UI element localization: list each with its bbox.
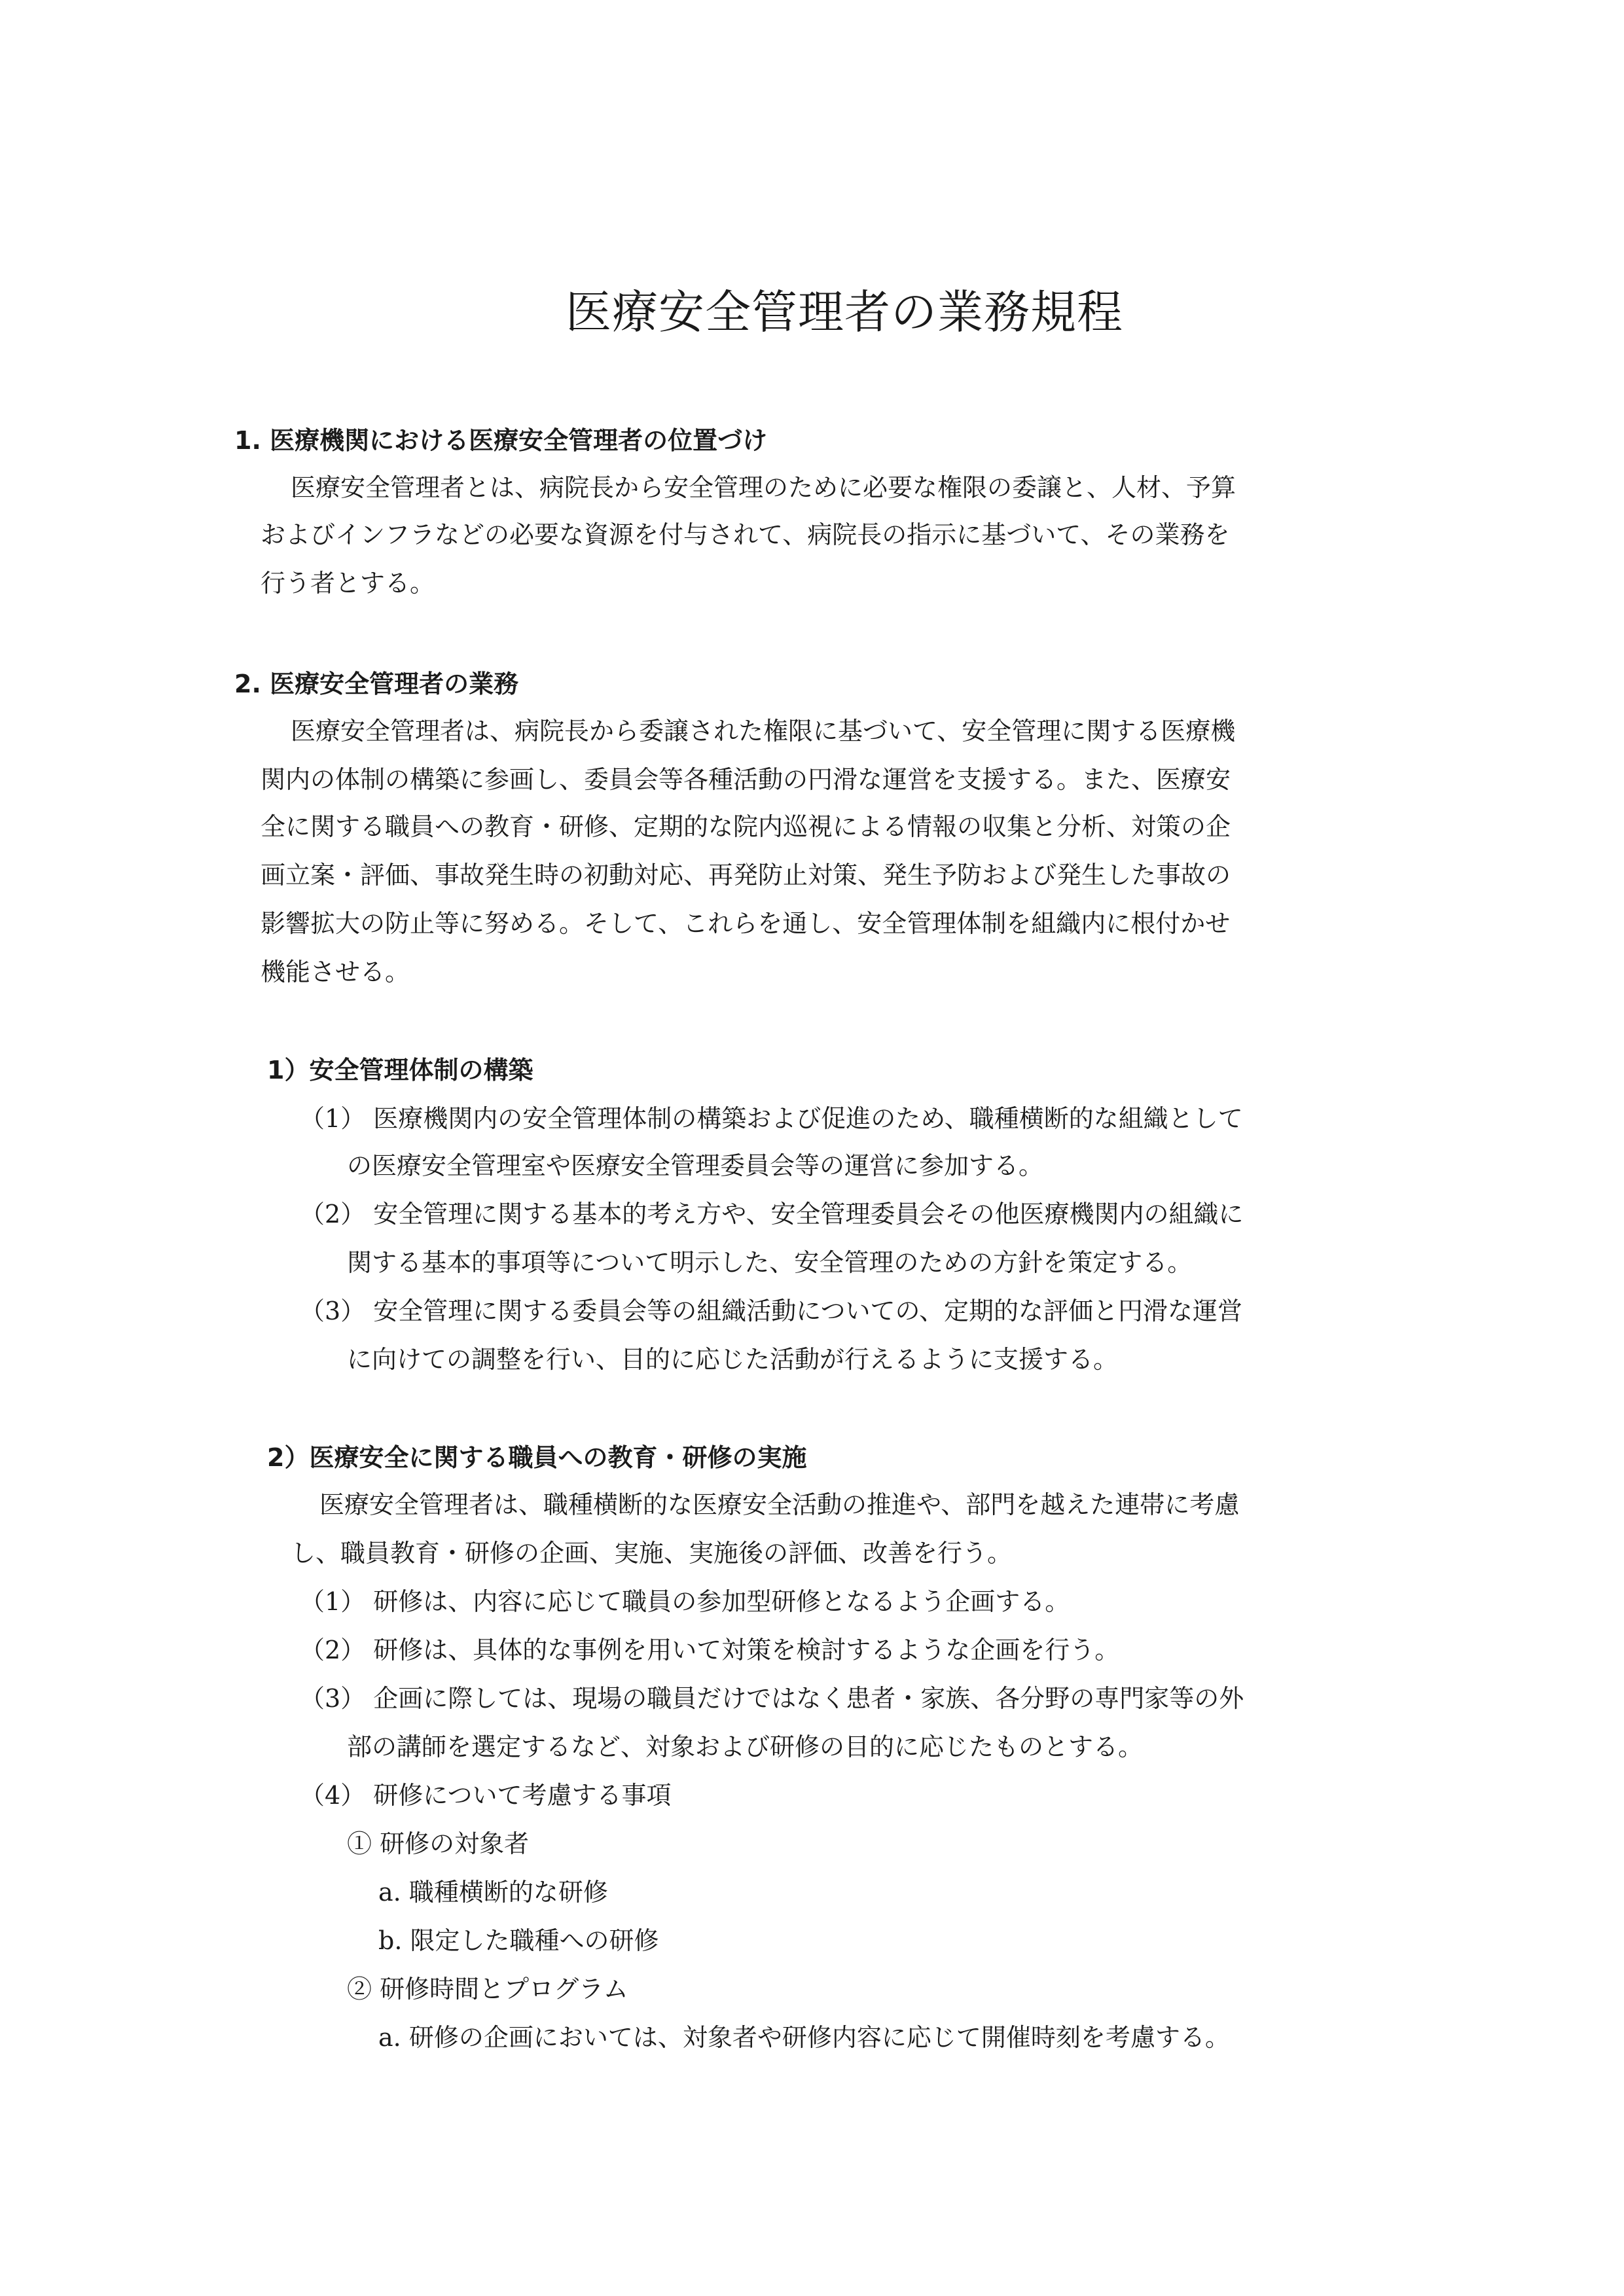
subsection-2-item-2: （2） 研修は、具体的な事例を用いて対策を検討するような企画を行う。 xyxy=(300,1636,1120,1664)
section-1-line-1: 医療安全管理者とは、病院長から安全管理のために必要な権限の委譲と、人材、予算 xyxy=(291,473,1236,502)
section-2-heading: 2. 医療安全管理者の業務 xyxy=(234,670,519,698)
section-2-line-2: 関内の体制の構築に参画し、委員会等各種活動の円滑な運営を支援する。また、医療安 xyxy=(261,765,1231,794)
subsection-2-heading: 2）医療安全に関する職員への教育・研修の実施 xyxy=(267,1443,807,1472)
subsection-1-item-3-line-1: （3） 安全管理に関する委員会等の組織活動についての、定期的な評価と円滑な運営 xyxy=(300,1297,1242,1325)
section-1-heading: 1. 医療機関における医療安全管理者の位置づけ xyxy=(234,426,768,455)
subsection-1-item-2-line-2: 関する基本的事項等について明示した、安全管理のための方針を策定する。 xyxy=(347,1248,1193,1277)
section-1-line-2: およびインフラなどの必要な資源を付与されて、病院長の指示に基づいて、その業務を xyxy=(261,520,1230,549)
section-1-line-3: 行う者とする。 xyxy=(261,569,435,598)
section-2-line-6: 機能させる。 xyxy=(261,958,410,986)
subsection-1-item-3-line-2: に向けての調整を行い、目的に応じた活動が行えるように支援する。 xyxy=(347,1345,1119,1374)
subsection-2-item-1: （1） 研修は、内容に応じて職員の参加型研修となるよう企画する。 xyxy=(300,1587,1070,1616)
section-2-line-5: 影響拡大の防止等に努める。そして、これらを通し、安全管理体制を組織内に根付かせ xyxy=(261,909,1231,938)
subsection-2-intro-line-1: 医療安全管理者は、職種横断的な医療安全活動の推進や、部門を越えた連帯に考慮 xyxy=(319,1490,1240,1519)
subsection-2-circle-1-a: a. 職種横断的な研修 xyxy=(378,1878,608,1907)
subsection-2-item-3-line-1: （3） 企画に際しては、現場の職員だけではなく患者・家族、各分野の専門家等の外 xyxy=(300,1684,1244,1713)
subsection-2-intro-line-2: し、職員教育・研修の企画、実施、実施後の評価、改善を行う。 xyxy=(291,1539,1013,1568)
subsection-2-circle-1: ① 研修の対象者 xyxy=(347,1829,530,1858)
subsection-2-circle-2-a: a. 研修の企画においては、対象者や研修内容に応じて開催時刻を考慮する。 xyxy=(378,2023,1230,2052)
subsection-2-item-3-line-2: 部の講師を選定するなど、対象および研修の目的に応じたものとする。 xyxy=(347,1732,1144,1761)
page-title: 医療安全管理者の業務規程 xyxy=(566,285,1123,339)
section-2-line-4: 画立案・評価、事故発生時の初動対応、再発防止対策、発生予防および発生した事故の xyxy=(261,861,1231,889)
subsection-2-circle-2: ② 研修時間とプログラム xyxy=(347,1975,628,2003)
subsection-1-item-1-line-1: （1） 医療機関内の安全管理体制の構築および促進のため、職種横断的な組織として xyxy=(300,1104,1243,1133)
section-2-line-1: 医療安全管理者は、病院長から委譲された権限に基づいて、安全管理に関する医療機 xyxy=(291,717,1236,745)
subsection-2-circle-1-b: b. 限定した職種への研修 xyxy=(378,1926,659,1955)
section-2-line-3: 全に関する職員への教育・研修、定期的な院内巡視による情報の収集と分析、対策の企 xyxy=(261,812,1231,841)
subsection-2-item-4: （4） 研修について考慮する事項 xyxy=(300,1781,672,1810)
subsection-1-heading: 1）安全管理体制の構築 xyxy=(267,1056,533,1085)
subsection-1-item-1-line-2: の医療安全管理室や医療安全管理委員会等の運営に参加する。 xyxy=(347,1151,1044,1180)
subsection-1-item-2-line-1: （2） 安全管理に関する基本的考え方や、安全管理委員会その他医療機関内の組織に xyxy=(300,1200,1244,1229)
